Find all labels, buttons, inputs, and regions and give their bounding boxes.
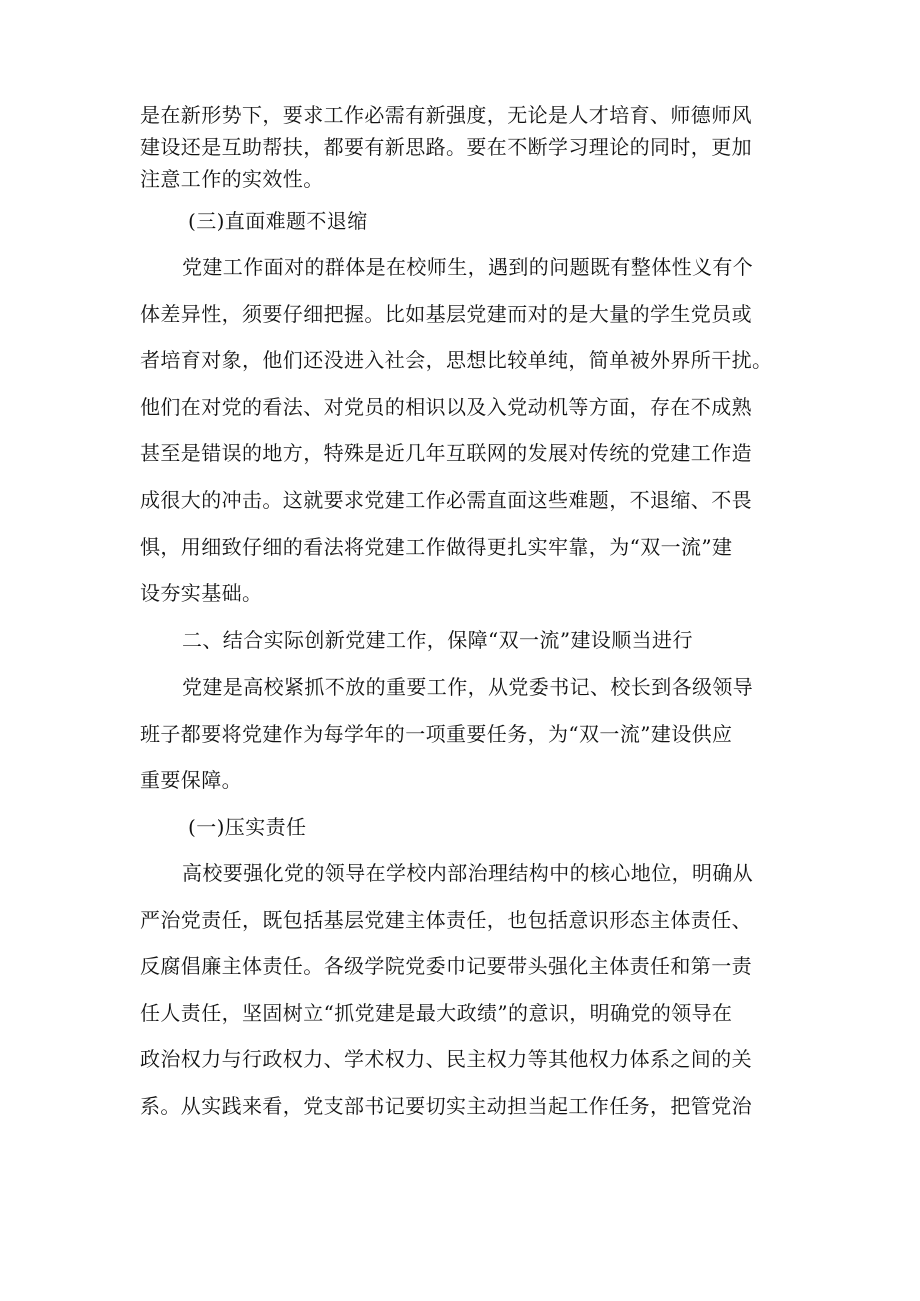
section-heading-1 [140, 804, 788, 851]
text-line: 反腐倡廉主体责任。各级学院党委巾记要带头强化主体责任和第一责 [140, 954, 752, 979]
text-line: 注意工作的实效性。 [140, 167, 324, 191]
text-line: 任人责任，坚固树立“抓党建是最大政绩”的意识，明确党的领导在 [140, 1000, 733, 1025]
heading-text: (一)压实责任 [188, 815, 307, 839]
text-line: 甚至是错误的地方，特殊是近几年互联网的发展对传统的党建工作造 [140, 441, 752, 466]
text-line: 设夯实基础。 [140, 581, 263, 606]
text-line: 成很大的冲击。这就要求党建工作必需直面这些难题，不退缩、不畏 [140, 487, 752, 512]
text-line: 体差异性，须要仔细把握。比如基层党建而对的是大量的学生党员或 [140, 301, 752, 326]
section-heading-3 [140, 198, 788, 245]
paragraph-party-building [140, 664, 788, 804]
text-line: 班子都要将党建作为每学年的一项重要任务，为“双一流”建设供应 [140, 721, 733, 746]
text-line: 党建工作面对的群体是在校师生，遇到的问题既有整体性义有个 [182, 255, 754, 279]
paragraph-challenges [140, 244, 788, 617]
text-line: 政治权力与行政权力、学术权力、民主权力等其他权力体系之间的关 [140, 1047, 752, 1072]
text-line: 者培育对象，他们还没进入社会，思想比较单纯，简单被外界所干扰。 [140, 348, 773, 373]
text-line: 党建是高校紧抓不放的重要工作，从党委书记、校长到各级领导 [182, 675, 754, 699]
text-line: 重要保障。 [140, 768, 242, 793]
section-heading-2 [140, 617, 788, 664]
text-line: 建设还是互助帮扶，都要有新思路。要在不断学习理论的同时，更加 [140, 135, 752, 159]
heading-text: (三)直面难题不退缩 [188, 209, 368, 233]
text-line: 他们在对党的看法、对党员的相识以及入党动机等方面，存在不成熟 [140, 394, 752, 419]
text-line: 严治党责任，既包括基层党建主体责任，也包括意识形态主体责任、 [140, 907, 752, 932]
text-line: 系。从实践来看，党支部书记要切实主动担当起工作任务，把管党治 [140, 1093, 752, 1118]
heading-text: 二、结合实际创新党建工作，保障“双一流”建设顺当进行 [182, 628, 693, 652]
text-line: 惧，用细致仔细的看法将党建工作做得更扎实牢靠，为“双一流”建 [140, 534, 733, 559]
text-line: 是在新形势下，要求工作必需有新强度，无论是人才培育、师德师风 [140, 103, 752, 127]
paragraph-continuation [140, 99, 788, 195]
paragraph-responsibility [140, 850, 788, 1130]
text-line: 高校要强化党的领导在学校内部治理结构中的核心地位，明确从 [182, 861, 754, 885]
